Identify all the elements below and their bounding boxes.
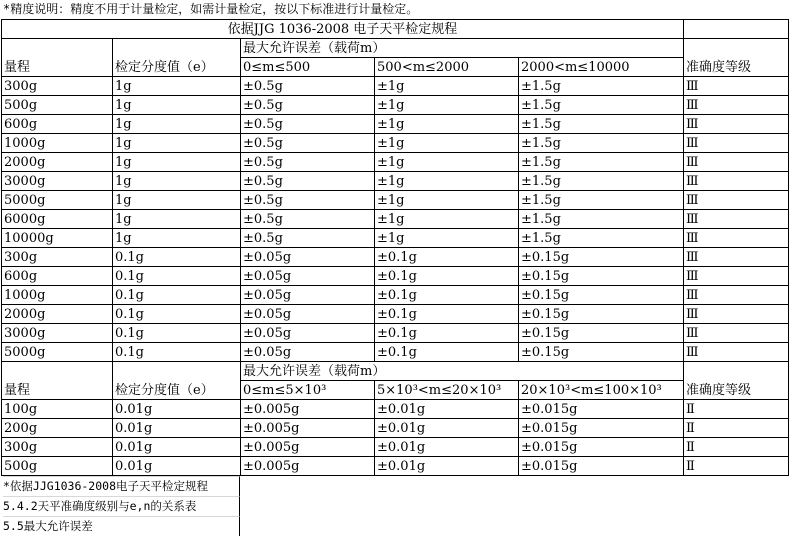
division-cell: 0.1g [113,248,241,267]
grade-cell: Ⅲ [684,172,789,191]
mpe-cell-1: ±0.05g [241,343,375,362]
table-row [2,267,789,286]
mpe-cell-3: ±1.5g [519,134,684,153]
mpe-cell-2: ±0.01g [375,457,519,476]
range-cell: 600g [2,115,113,134]
mpe-cell-3: ±1.5g [519,229,684,248]
table-row [2,419,789,438]
division-cell: 0.1g [113,343,241,362]
table-row [2,457,789,476]
table-title: 依据JJG 1036-2008 电子天平检定规程 [2,20,684,39]
division-cell: 1g [113,96,241,115]
mpe-cell-1: ±0.5g [241,229,375,248]
division-cell: 1g [113,229,241,248]
mpe-cell-2: ±1g [375,229,519,248]
mpe-cell-1: ±0.5g [241,191,375,210]
mpe-cell-2: ±0.1g [375,305,519,324]
mpe-cell-2: ±1g [375,191,519,210]
mpe-cell-2: ±0.1g [375,248,519,267]
mpe-cell-2: ±0.01g [375,400,519,419]
range-cell: 6000g [2,210,113,229]
subheader-range-2: 500<m≤2000 [375,58,519,77]
grade-cell: Ⅲ [684,229,789,248]
mpe-cell-3: ±0.15g [519,286,684,305]
grade-cell: Ⅲ [684,305,789,324]
range-cell: 1000g [2,134,113,153]
mpe-cell-2: ±0.01g [375,419,519,438]
subheader-range-3: 2000<m≤10000 [519,58,684,77]
range-cell: 100g [2,400,113,419]
mpe-cell-1: ±0.005g [241,419,375,438]
table-row [2,400,789,419]
grade-cell: Ⅱ [684,419,789,438]
grade-cell: Ⅲ [684,343,789,362]
mpe-cell-2: ±1g [375,115,519,134]
division-cell: 0.01g [113,419,241,438]
mpe-cell-1: ±0.5g [241,96,375,115]
division-cell: 0.1g [113,324,241,343]
header-grade: 准确度等级 [684,39,789,77]
mpe-cell-1: ±0.05g [241,324,375,343]
mpe-cell-1: ±0.5g [241,210,375,229]
division-cell: 1g [113,210,241,229]
grade-cell: Ⅲ [684,77,789,96]
grade-cell: Ⅲ [684,324,789,343]
range-cell: 10000g [2,229,113,248]
table-row [2,305,789,324]
division-cell: 1g [113,153,241,172]
table-row [2,153,789,172]
mpe-cell-3: ±1.5g [519,115,684,134]
mpe-cell-2: ±0.1g [375,286,519,305]
mpe-cell-3: ±0.015g [519,400,684,419]
mpe-cell-1: ±0.005g [241,438,375,457]
range-cell: 5000g [2,343,113,362]
mpe-cell-3: ±0.15g [519,248,684,267]
header-range-2: 量程 [2,362,113,400]
grade-cell: Ⅲ [684,286,789,305]
range-cell: 300g [2,248,113,267]
footnote-line: 5.4.2天平准确度级别与e,n的关系表 [3,496,240,516]
mpe-cell-1: ±0.5g [241,172,375,191]
division-cell: 0.01g [113,438,241,457]
grade-cell: Ⅱ [684,457,789,476]
title-blank-cell [684,20,789,39]
calibration-table [1,19,789,476]
table-row [2,134,789,153]
footnote-line: 5.5最大允许误差 [3,516,240,536]
table-row [2,96,789,115]
table-row [2,248,789,267]
mpe-cell-2: ±0.1g [375,324,519,343]
division-cell: 1g [113,134,241,153]
mpe-cell-3: ±1.5g [519,172,684,191]
subheader-range-1: 0≤m≤500 [241,58,375,77]
mpe-cell-3: ±0.15g [519,324,684,343]
division-cell: 0.1g [113,267,241,286]
mpe-cell-2: ±1g [375,172,519,191]
range-cell: 500g [2,96,113,115]
grade-cell: Ⅲ [684,153,789,172]
table-row [2,324,789,343]
mpe-cell-2: ±0.1g [375,343,519,362]
division-cell: 0.1g [113,286,241,305]
mpe-cell-1: ±0.5g [241,134,375,153]
table-row [2,343,789,362]
range-cell: 3000g [2,172,113,191]
grade-cell: Ⅱ [684,400,789,419]
header-grade-2: 准确度等级 [684,362,789,400]
grade-cell: Ⅲ [684,191,789,210]
table-row [2,438,789,457]
mpe-cell-1: ±0.5g [241,153,375,172]
division-cell: 0.1g [113,305,241,324]
mpe-cell-1: ±0.5g [241,115,375,134]
table-row [2,286,789,305]
mpe-cell-2: ±0.1g [375,267,519,286]
mpe-cell-3: ±0.15g [519,305,684,324]
mpe-cell-2: ±1g [375,134,519,153]
range-cell: 600g [2,267,113,286]
footnotes [0,476,240,536]
range-cell: 300g [2,77,113,96]
subheader2-range-2: 5×10³<m≤20×10³ [375,381,519,400]
header-range: 量程 [2,39,113,77]
range-cell: 500g [2,457,113,476]
mpe-cell-3: ±1.5g [519,153,684,172]
footnote-line: *依据JJG1036-2008电子天平检定规程 [3,476,240,496]
division-cell: 1g [113,77,241,96]
mpe-cell-1: ±0.05g [241,305,375,324]
grade-cell: Ⅱ [684,438,789,457]
table-row [2,172,789,191]
grade-cell: Ⅲ [684,134,789,153]
header-division-2: 检定分度值（e） [113,362,241,400]
grade-cell: Ⅲ [684,248,789,267]
grade-cell: Ⅲ [684,115,789,134]
mpe-cell-1: ±0.05g [241,248,375,267]
mpe-cell-2: ±1g [375,96,519,115]
header-division: 检定分度值（e） [113,39,241,77]
mpe-cell-1: ±0.05g [241,286,375,305]
division-cell: 1g [113,115,241,134]
table-row [2,191,789,210]
division-cell: 1g [113,191,241,210]
range-cell: 5000g [2,191,113,210]
table-row [2,229,789,248]
division-cell: 0.01g [113,400,241,419]
mpe-cell-3: ±1.5g [519,77,684,96]
mpe-cell-1: ±0.5g [241,77,375,96]
table-row [2,77,789,96]
division-cell: 0.01g [113,457,241,476]
mpe-cell-2: ±1g [375,210,519,229]
header-mpe-2: 最大允许误差（载荷m） [241,362,684,381]
grade-cell: Ⅲ [684,210,789,229]
mpe-cell-1: ±0.05g [241,267,375,286]
mpe-cell-1: ±0.005g [241,400,375,419]
table-row [2,210,789,229]
header-mpe: 最大允许误差（载荷m） [241,39,684,58]
range-cell: 300g [2,438,113,457]
mpe-cell-3: ±0.015g [519,438,684,457]
mpe-cell-1: ±0.005g [241,457,375,476]
mpe-cell-3: ±1.5g [519,191,684,210]
division-cell: 1g [113,172,241,191]
range-cell: 2000g [2,305,113,324]
grade-cell: Ⅲ [684,267,789,286]
subheader2-range-1: 0≤m≤5×10³ [241,381,375,400]
range-cell: 1000g [2,286,113,305]
mpe-cell-3: ±0.015g [519,457,684,476]
mpe-cell-3: ±0.015g [519,419,684,438]
subheader2-range-3: 20×10³<m≤100×10³ [519,381,684,400]
mpe-cell-3: ±1.5g [519,96,684,115]
precision-note: *精度说明：精度不用于计量检定，如需计量检定，按以下标准进行计量检定。 [3,2,419,16]
mpe-cell-2: ±1g [375,77,519,96]
mpe-cell-2: ±0.01g [375,438,519,457]
range-cell: 3000g [2,324,113,343]
mpe-cell-3: ±1.5g [519,210,684,229]
grade-cell: Ⅲ [684,96,789,115]
range-cell: 200g [2,419,113,438]
table-row [2,115,789,134]
range-cell: 2000g [2,153,113,172]
mpe-cell-3: ±0.15g [519,267,684,286]
mpe-cell-3: ±0.15g [519,343,684,362]
mpe-cell-2: ±1g [375,153,519,172]
